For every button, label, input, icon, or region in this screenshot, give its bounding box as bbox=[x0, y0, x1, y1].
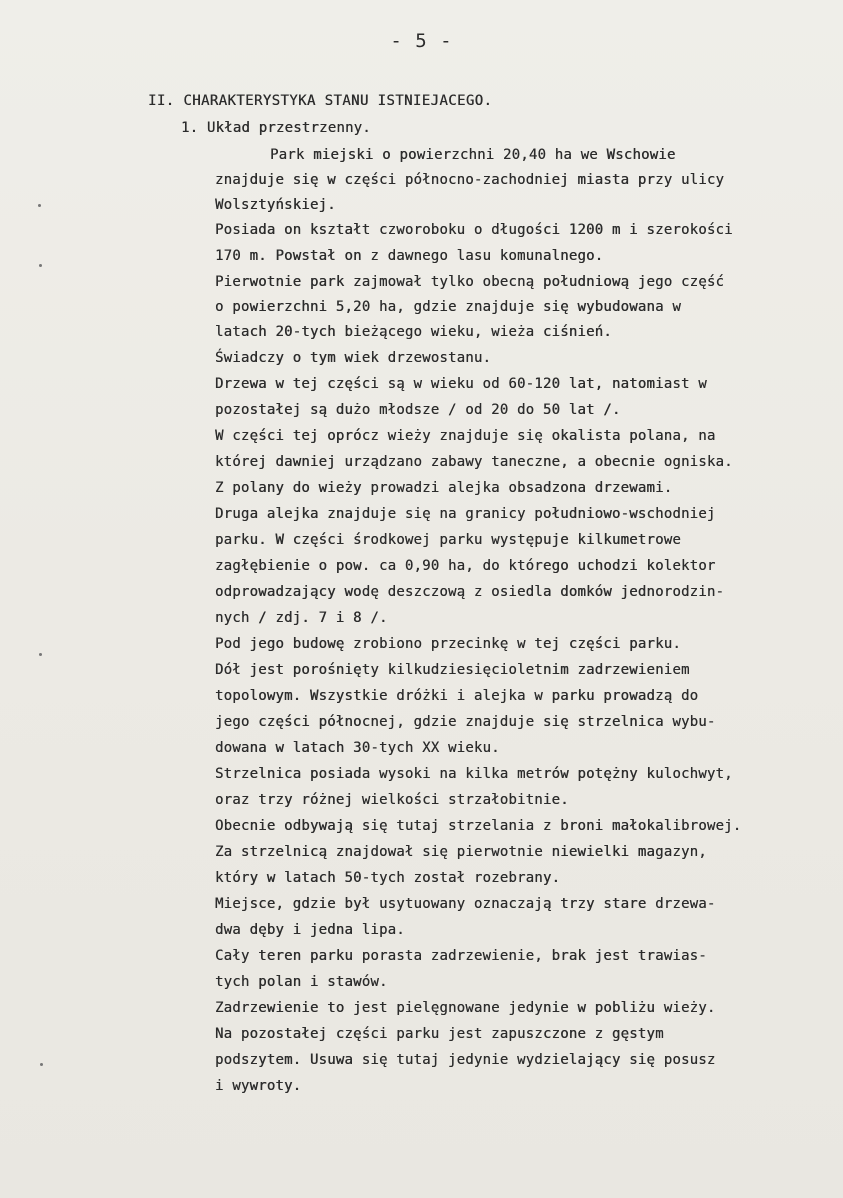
paper-speck bbox=[39, 653, 42, 656]
body-line: Świadczy o tym wiek drzewostanu. bbox=[215, 350, 492, 366]
body-line: parku. W części środkowej parku występuje kilkumetrowe bbox=[215, 532, 681, 548]
body-line: pozostałej są dużo młodsze / od 20 do 50 lat /. bbox=[215, 402, 621, 418]
body-line: dwa dęby i jedna lipa. bbox=[215, 922, 405, 938]
body-line: podszytem. Usuwa się tutaj jedynie wydzielający się posusz bbox=[215, 1052, 716, 1068]
body-line: odprowadzający wodę deszczową z osiedla domków jednorodzin- bbox=[215, 584, 725, 600]
paper-speck bbox=[38, 204, 41, 207]
body-line: oraz trzy różnej wielkości strzałobitnie. bbox=[215, 792, 569, 808]
body-line: i wywroty. bbox=[215, 1078, 302, 1094]
body-line: Zadrzewienie to jest pielęgnowane jedynie w pobliżu wieży. bbox=[215, 1000, 716, 1016]
paper-speck bbox=[39, 264, 42, 267]
subsection-heading: 1. Układ przestrzenny. bbox=[181, 120, 371, 136]
body-line: topolowym. Wszystkie dróżki i alejka w parku prowadzą do bbox=[215, 688, 699, 704]
body-line: Park miejski o powierzchni 20,40 ha we Wschowie bbox=[270, 147, 676, 163]
page-number: - 5 - bbox=[390, 30, 453, 52]
body-line: nych / zdj. 7 i 8 /. bbox=[215, 610, 388, 626]
body-line: Dół jest porośnięty kilkudziesięcioletnim zadrzewieniem bbox=[215, 662, 690, 678]
body-line: tych polan i stawów. bbox=[215, 974, 388, 990]
body-line: Cały teren parku porasta zadrzewienie, brak jest trawias- bbox=[215, 948, 707, 964]
body-line: Z polany do wieży prowadzi alejka obsadzona drzewami. bbox=[215, 480, 673, 496]
body-line: Pod jego budowę zrobiono przecinkę w tej części parku. bbox=[215, 636, 681, 652]
body-line: dowana w latach 30-tych XX wieku. bbox=[215, 740, 500, 756]
body-line: jego części północnej, gdzie znajduje się strzelnica wybu- bbox=[215, 714, 716, 730]
body-line: latach 20-tych bieżącego wieku, wieża ciśnień. bbox=[215, 324, 612, 340]
body-line: Miejsce, gdzie był usytuowany oznaczają trzy stare drzewa- bbox=[215, 896, 716, 912]
body-line: Drzewa w tej części są w wieku od 60-120 lat, natomiast w bbox=[215, 376, 707, 392]
body-line: Na pozostałej części parku jest zapuszczone z gęstym bbox=[215, 1026, 664, 1042]
body-line: Posiada on kształt czworoboku o długości 1200 m i szerokości bbox=[215, 222, 733, 238]
body-line: znajduje się w części północno-zachodniej miasta przy ulicy bbox=[215, 172, 725, 188]
body-line: Druga alejka znajduje się na granicy południowo-wschodniej bbox=[215, 506, 716, 522]
body-line: 170 m. Powstał on z dawnego lasu komunalnego. bbox=[215, 248, 604, 264]
body-line: której dawniej urządzano zabawy taneczne, a obecnie ogniska. bbox=[215, 454, 733, 470]
paper-speck bbox=[40, 1063, 43, 1066]
body-line: Obecnie odbywają się tutaj strzelania z broni małokalibrowej. bbox=[215, 818, 742, 834]
body-line: który w latach 50-tych został rozebrany. bbox=[215, 870, 561, 886]
body-line: Pierwotnie park zajmował tylko obecną południową jego część bbox=[215, 274, 725, 290]
body-line: zagłębienie o pow. ca 0,90 ha, do którego uchodzi kolektor bbox=[215, 558, 716, 574]
section-heading: II. CHARAKTERYSTYKA STANU ISTNIEJACEGO. bbox=[148, 93, 493, 109]
body-line: Za strzelnicą znajdował się pierwotnie niewielki magazyn, bbox=[215, 844, 707, 860]
body-line: o powierzchni 5,20 ha, gdzie znajduje się wybudowana w bbox=[215, 299, 681, 315]
body-line: Wolsztyńskiej. bbox=[215, 197, 336, 213]
body-line: W części tej oprócz wieży znajduje się okalista polana, na bbox=[215, 428, 716, 444]
body-line: Strzelnica posiada wysoki na kilka metrów potężny kulochwyt, bbox=[215, 766, 733, 782]
